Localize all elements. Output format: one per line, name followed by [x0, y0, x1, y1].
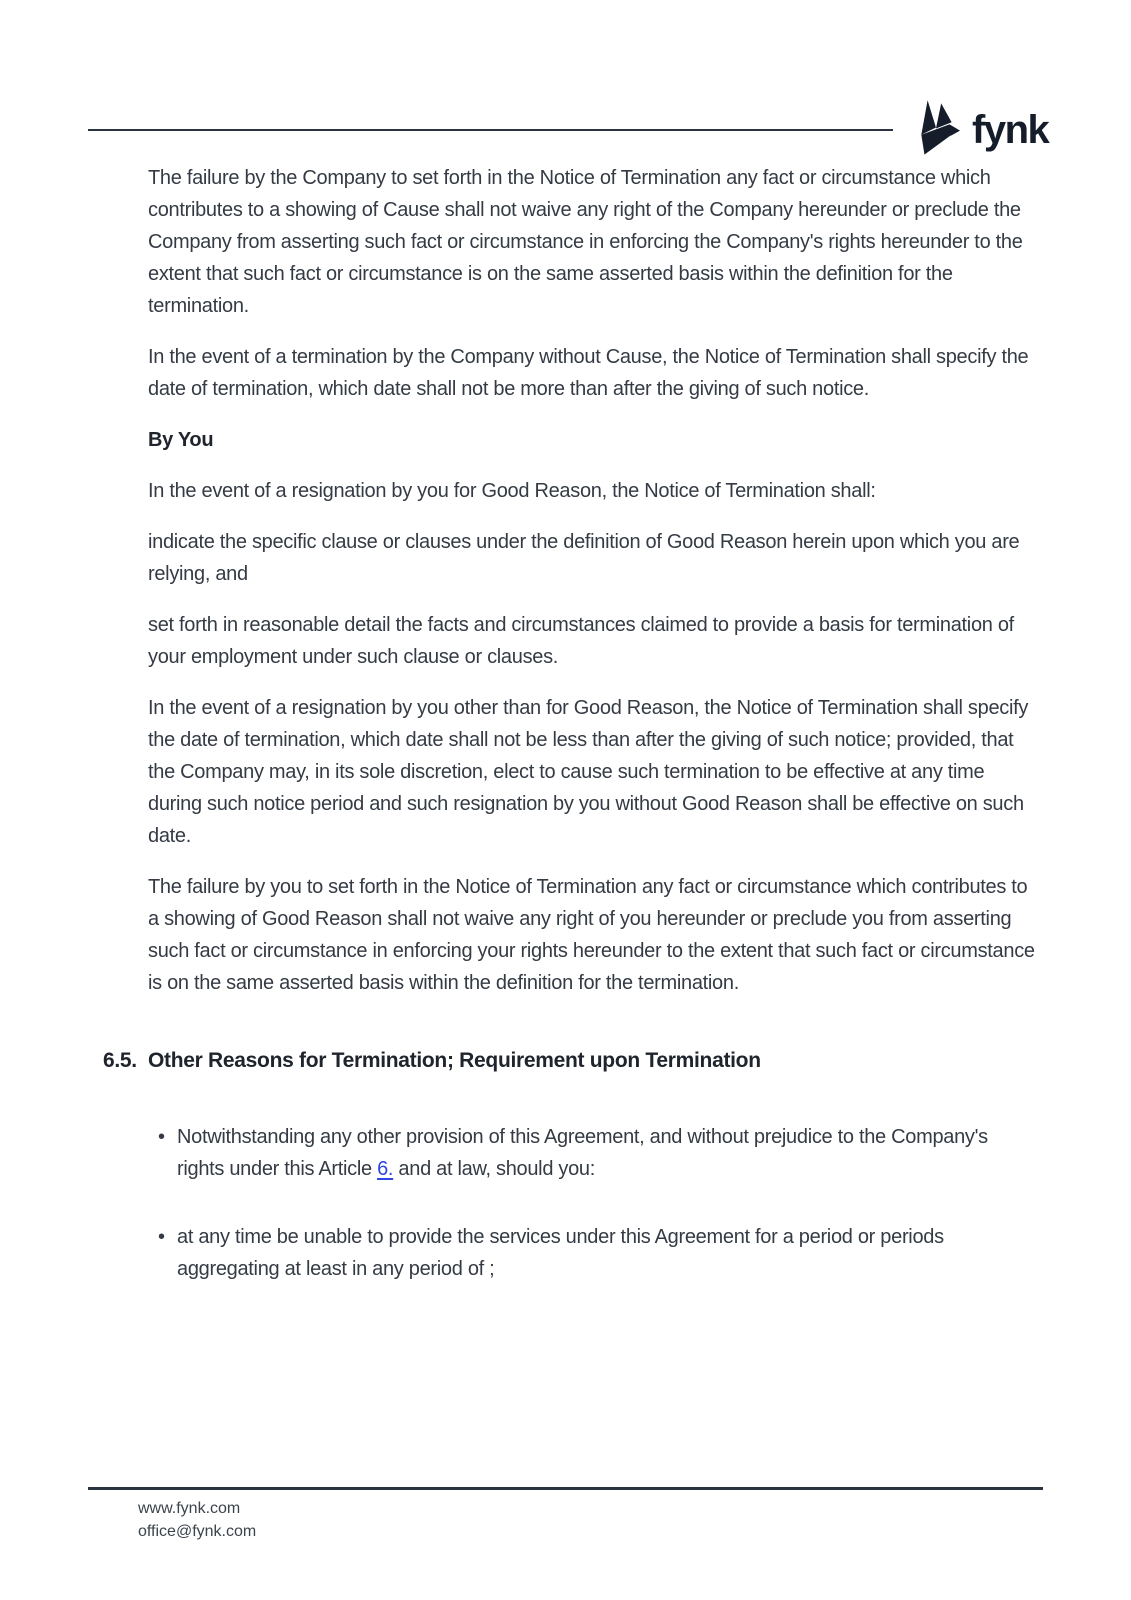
section-title: Other Reasons for Termination; Requirement upon Termination: [148, 1049, 761, 1072]
paragraph-set-forth-detail: set forth in reasonable detail the facts and circumstances claimed to provide a basis for termination of your employment under such clause or clauses.: [148, 614, 1014, 668]
footer: [138, 1497, 256, 1543]
section-number: 6.5.: [103, 1049, 137, 1072]
paragraph-you-failure: The failure by you to set forth in the Notice of Termination any fact or circumstance which contributes to a showing of Good Reason shall not waive any right of you hereunder or preclude you from asserting such fact or circumstance in enforcing your rights hereunder to the extent that such fact or circumstance is on the same asserted basis within the definition for the termination.: [148, 876, 1035, 994]
paragraph-indicate-clause: indicate the specific clause or clauses under the definition of Good Reason herein upon which you are relying, and: [148, 531, 1020, 585]
paragraph-other-than-good-reason: In the event of a resignation by you other than for Good Reason, the Notice of Termination shall specify the date of termination, which date shall not be less than after the giving of such notice; provided, that the Company may, in its sole discretion, elect to cause such termination to be effective at any time during such notice period and such resignation by you without Good Reason shall be effective on such date.: [148, 697, 1029, 847]
origami-bird-icon: [914, 100, 960, 156]
bullet-marker: •: [158, 1126, 165, 1148]
list-item: [148, 1221, 1038, 1285]
footer-email: office@fynk.com: [138, 1523, 257, 1540]
bullet-list: [148, 1121, 1038, 1285]
article-6-link[interactable]: 6.: [377, 1158, 394, 1180]
paragraph-without-cause: In the event of a termination by the Company without Cause, the Notice of Termination shall specify the date of termination, which date shall not be more than after the giving of such notice.: [148, 346, 1029, 400]
bullet-text-after-link: and at law, should you:: [393, 1158, 596, 1180]
paragraph-company-failure: The failure by the Company to set forth in the Notice of Termination any fact or circumstance which contributes to a showing of Cause shall not waive any right of the Company hereunder or preclude the Company from asserting such fact or circumstance in enforcing the Company's rights hereunder to the extent that such fact or circumstance is on the same asserted basis within the definition for the termination.: [148, 167, 1023, 317]
bullet-marker: •: [158, 1226, 165, 1248]
bullet-text: at any time be unable to provide the services under this Agreement for a period or periods aggregating at least in any period of ;: [177, 1226, 944, 1280]
brand-logo: [914, 100, 1048, 156]
section-heading: [103, 1045, 1038, 1077]
footer-rule: [88, 1487, 1043, 1490]
list-item: [148, 1121, 1038, 1185]
document-body: [103, 162, 1038, 1321]
paragraph-good-reason-intro: In the event of a resignation by you for Good Reason, the Notice of Termination shall:: [148, 480, 876, 502]
footer-website: www.fynk.com: [138, 1500, 241, 1517]
subheading-by-you: By You: [148, 429, 214, 451]
brand-name: fynk: [972, 108, 1049, 152]
bullet-text-before-link: Notwithstanding any other provision of this Agreement, and without prejudice to the Company's rights under this Article: [177, 1126, 988, 1180]
header-rule: [88, 129, 893, 131]
